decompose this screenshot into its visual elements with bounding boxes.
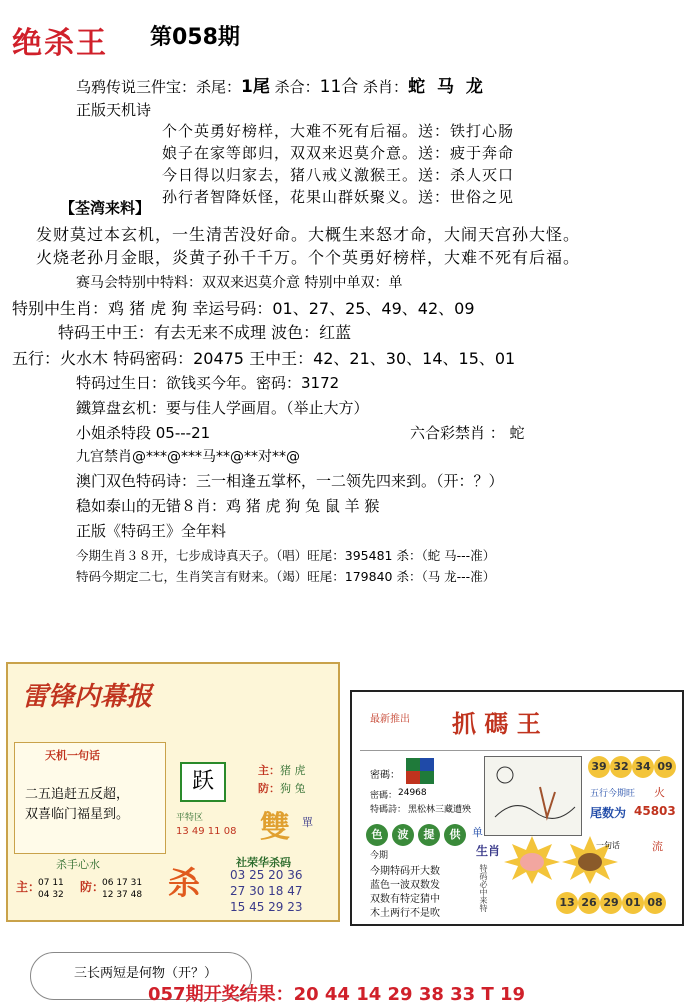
zhu-label: 主： xyxy=(258,764,280,777)
tianji-box xyxy=(14,742,166,854)
sha-char: 杀 xyxy=(168,864,201,902)
saima-line: 赛马会特别中特料：双双来迟莫介意 特别中单双：单 xyxy=(76,275,403,291)
tema-wang-line: 特码王中王：有去无来不成理 波色：红蓝 xyxy=(58,323,352,342)
number-ball: 39 xyxy=(588,756,610,778)
tianji-label: 天机一句话 xyxy=(45,749,100,762)
tianji-line: 孙行者智降妖怪，花果山群妖聚义。送：世俗之见 xyxy=(162,188,515,206)
mima2-label: 密碼： xyxy=(370,791,398,801)
jump-char-box: 跃 xyxy=(180,762,226,802)
tianji-line: 娘子在家等郎归，双双来迟莫介意。送：疲于奔命 xyxy=(162,144,515,162)
fang-value: 狗 兔 xyxy=(280,782,306,795)
right-ad-line: 木土两行不是吹 xyxy=(370,908,440,919)
riddle-text: 三长两短是何物（开？） xyxy=(74,966,218,981)
quanwan-title: 【荃湾来料】 xyxy=(60,199,151,217)
xiaojie-line: 小姐杀特段 05---21 xyxy=(76,424,211,442)
shengxiao-label: 生肖 xyxy=(476,844,501,858)
kill-nums-left: 04 32 xyxy=(38,890,64,900)
shehui-row: 27 30 18 47 xyxy=(230,884,303,898)
kill-zodiac: 蛇 马 龙 xyxy=(408,77,486,97)
number-ball: 26 xyxy=(578,892,600,914)
weishu-value: 45803 xyxy=(634,804,676,818)
pingte-numbers: 13 49 11 08 xyxy=(176,826,237,837)
tema-label: 特碼詩： xyxy=(370,805,407,815)
draw-result: 057期开奖结果：20 44 14 29 38 33 T 19 xyxy=(148,984,526,1005)
tag-circle: 提 xyxy=(418,824,440,846)
kill-tail: 1尾 xyxy=(241,77,270,97)
dan-mark: 单 xyxy=(472,826,483,839)
kill-nums-left: 07 11 xyxy=(38,878,64,888)
tianji-poem-line: 双喜临门福星到。 xyxy=(25,807,130,822)
number-ball: 01 xyxy=(622,892,644,914)
birthday-line: 特码过生日：欲钱买今年。密码：3172 xyxy=(76,374,340,392)
zhuamawang-title: 抓 碼 王 xyxy=(452,709,541,738)
tag-circle: 波 xyxy=(392,824,414,846)
dan-char: 單 xyxy=(302,816,313,829)
wenru-line: 稳如泰山的无错８肖：鸡 猪 虎 狗 兔 鼠 羊 猴 xyxy=(76,497,380,515)
number-ball: 29 xyxy=(600,892,622,914)
cartoon-image xyxy=(484,756,582,836)
mima2-value: 24968 xyxy=(398,788,427,798)
wuya-he-label: 杀合： xyxy=(269,78,320,96)
yijuhua-label: 一句话 xyxy=(596,841,620,850)
number-ball: 09 xyxy=(654,756,676,778)
kill-nums-right: 06 17 31 xyxy=(102,878,143,888)
right-ad-line: 双数有特定猜中 xyxy=(370,894,440,905)
tianji-line: 今日得以归家去，猪八戒义激猴王。送：杀人灭口 xyxy=(162,166,515,184)
leifeng-title: 雷锋内幕报 xyxy=(22,682,153,712)
wuya-line xyxy=(76,72,486,97)
quanwan-line: 火烧老孙月金眼，炎黄子孙千千万。个个英勇好榜样，大难不死有后福。 xyxy=(36,248,581,267)
kill-nums-right: 12 37 48 xyxy=(102,890,143,900)
fang-label: 防： xyxy=(258,782,280,795)
liu-char: 流 xyxy=(652,840,663,853)
number-ball: 32 xyxy=(610,756,632,778)
wuxing-line: 五行：火水木 特码密码：20475 王中王：42、21、30、14、15、01 xyxy=(12,349,516,368)
logo-title: 绝杀王 xyxy=(12,26,108,61)
fang2-label: 防： xyxy=(80,880,105,894)
logo-icon xyxy=(406,758,434,784)
jinqi-label: 今期 xyxy=(370,851,389,861)
mima-label: 密碼： xyxy=(370,770,400,781)
wuya-label: 乌鸦传说三件宝：杀尾： xyxy=(76,78,242,96)
jinqi-line-1: 今期生肖３８开，七步成诗真天子。（唱）旺尾：395481 杀：（蛇 马---准） xyxy=(76,548,496,563)
special-zodiac-line: 特别中生肖：鸡 猪 虎 狗 幸运号码：01、27、25、49、42、09 xyxy=(12,299,475,318)
tianji-line: 个个英勇好榜样，大难不死有后福。送：铁打心肠 xyxy=(162,122,515,140)
side-text: 特码必中来特 xyxy=(479,864,488,912)
tiesuanpan-line: 鐵算盘玄机：要与佳人学画眉。（举止大方） xyxy=(76,399,369,417)
issue-number: 第058期 xyxy=(150,25,240,50)
new-tag: 最新推出 xyxy=(370,714,410,725)
number-ball: 13 xyxy=(556,892,578,914)
right-ad-line: 蓝色一波双数发 xyxy=(370,880,440,891)
weishu-label: 尾数为 xyxy=(590,806,627,820)
jinqi-line-2: 特码今期定二七，生肖笑言有财来。（竭）旺尾：179840 杀：（马 龙---准） xyxy=(76,569,496,584)
jiugong-line: 九宫禁肖@***@***马**@**对**@ xyxy=(76,449,300,465)
tag-circle: 色 xyxy=(366,824,388,846)
number-ball: 08 xyxy=(644,892,666,914)
zhengban-line: 正版《特码王》全年料 xyxy=(76,522,227,540)
tianji-title: 正版天机诗 xyxy=(76,101,152,119)
pingte-label: 平特区 xyxy=(176,813,204,823)
wuxing-label: 五行今期旺 xyxy=(590,789,636,799)
shehui-row: 03 25 20 36 xyxy=(230,868,303,882)
pig-cartoon-icon xyxy=(502,834,562,884)
liuhe-line: 六合彩禁肖 ： 蛇 xyxy=(410,424,525,442)
wuya-xiao-label: 杀肖： xyxy=(358,78,409,96)
number-ball: 34 xyxy=(632,756,654,778)
tianji-poem-line: 二五追赶五反超， xyxy=(25,787,130,802)
aomen-line: 澳门双色特码诗：三一相逢五掌杯，一二领先四来到。（开：？） xyxy=(76,472,504,490)
shehui-title: 社荣华杀码 xyxy=(236,856,291,869)
zhu2-label: 主： xyxy=(16,880,41,894)
wuxing-value: 火 xyxy=(654,786,665,799)
shuang-char: 雙 xyxy=(260,810,290,845)
leifeng-ad xyxy=(6,662,340,922)
shashou-label: 杀手心水 xyxy=(56,858,100,871)
tag-circle: 供 xyxy=(444,824,466,846)
quanwan-line: 发财莫过本玄机，一生清苦没好命。大概生来怒才命，大闹天宫孙大怪。 xyxy=(36,225,581,244)
zhu-value: 猪 虎 xyxy=(280,764,306,777)
tema-value: 黑松林三藏遭殃 xyxy=(408,805,472,815)
right-ad-line: 今期特码开大数 xyxy=(370,866,440,877)
shehui-row: 15 45 29 23 xyxy=(230,900,303,914)
kill-he: 11合 xyxy=(319,77,359,97)
zhuamawang-ad xyxy=(350,690,684,926)
divider xyxy=(360,750,660,751)
